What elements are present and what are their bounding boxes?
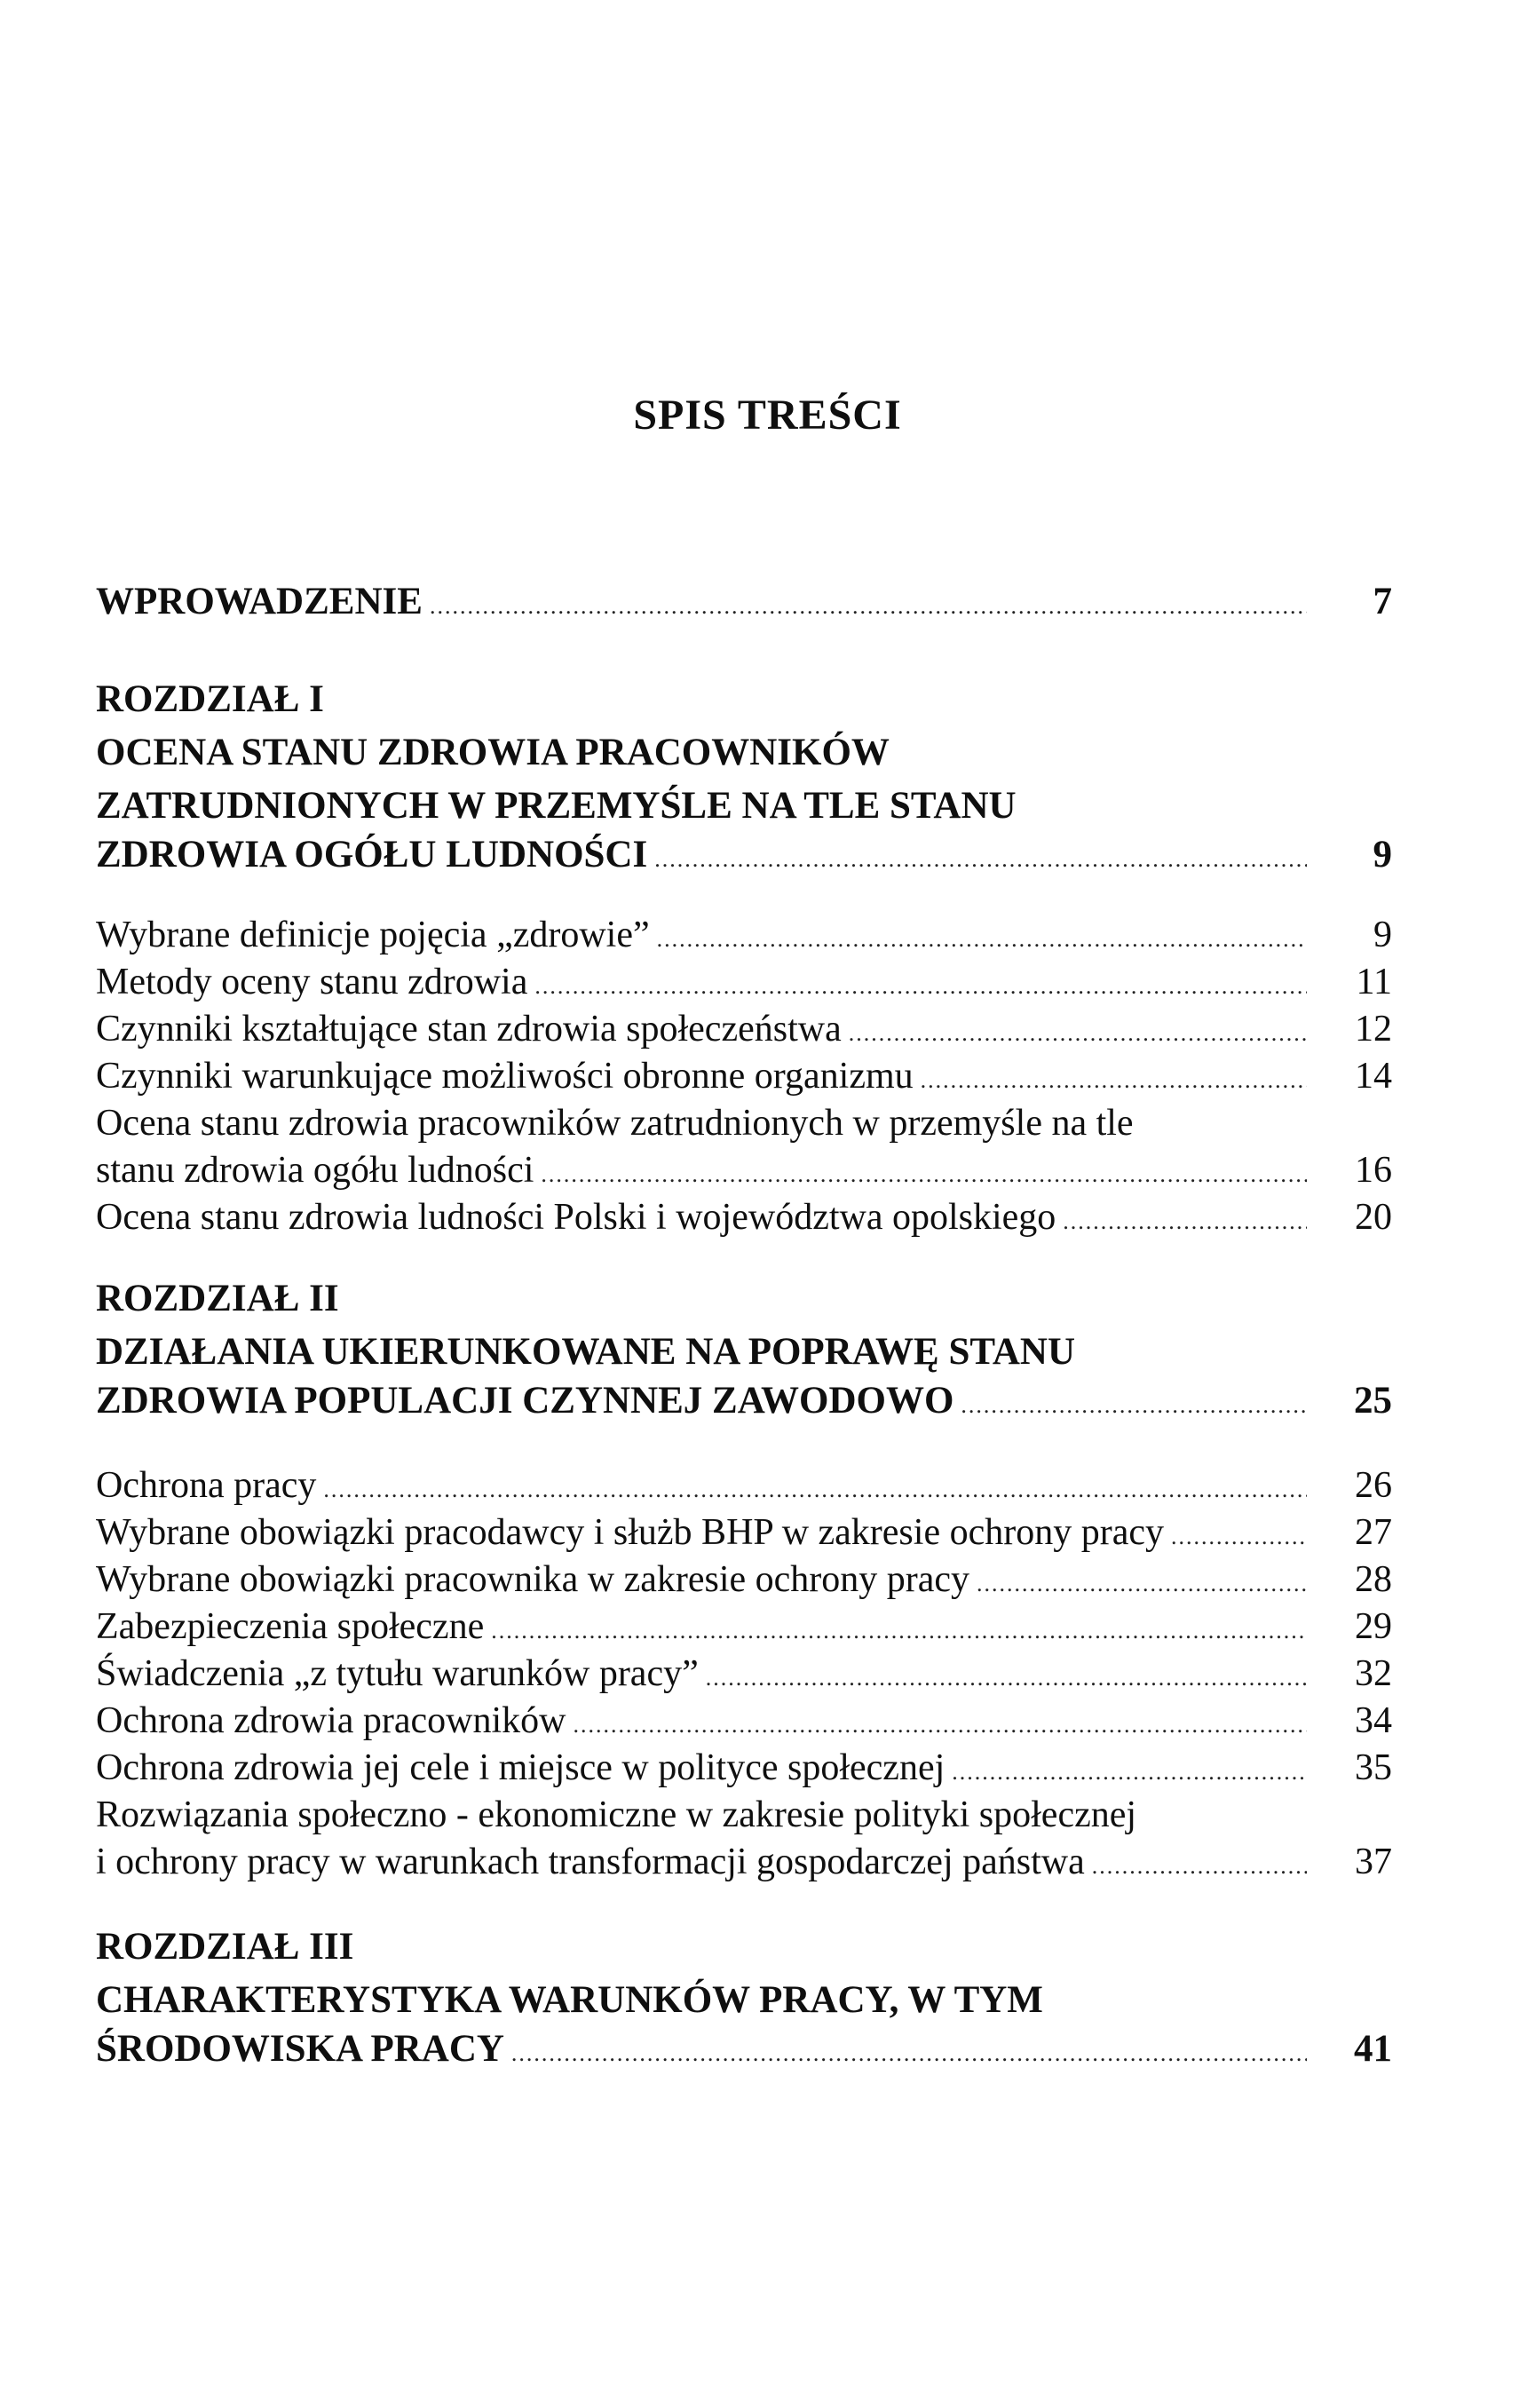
chapter-3-title-line: CHARAKTERYSTYKA WARUNKÓW PRACY, W TYM	[96, 1979, 1043, 2021]
toc-entry-continued[interactable]: Rozwiązania społeczno - ekonomiczne w zakresie polityki społecznej	[96, 1794, 1137, 1835]
toc-entry[interactable]: Ochrona pracy ..... 26	[96, 1461, 1392, 1510]
leader-dots	[1092, 1842, 1307, 1891]
toc-intro[interactable]	[96, 577, 1392, 627]
toc-entry[interactable]: stanu zdrowia ogółu ludności ..... 16	[96, 1145, 1392, 1195]
leader-dots	[1063, 1197, 1307, 1247]
chapter-1-page: 9	[1373, 834, 1392, 875]
toc-entry-continued[interactable]: Ocena stanu zdrowia pracowników zatrudnionych w przemyśle na tle	[96, 1103, 1134, 1144]
chapter-3-heading: ROZDZIAŁ III	[96, 1926, 354, 1968]
toc-entry[interactable]: Ocena stanu zdrowia ludności Polski i województwa opolskiego ..... 20	[96, 1192, 1392, 1242]
chapter-2-title-line: DZIAŁANIA UKIERUNKOWANE NA POPRAWĘ STANU	[96, 1331, 1076, 1373]
chapter-1-heading: ROZDZIAŁ I	[96, 678, 324, 720]
toc-entry[interactable]: Czynniki warunkujące możliwości obronne organizmu ..... 14	[96, 1051, 1392, 1101]
toc-entry[interactable]: Świadczenia „z tytułu warunków pracy” ..... 32	[96, 1649, 1392, 1699]
toc-intro-page: 7	[1373, 581, 1392, 622]
toc-entry[interactable]: Ochrona zdrowia pracowników ..... 34	[96, 1696, 1392, 1746]
toc-intro-label: WPROWADZENIE	[96, 581, 423, 622]
toc-entry[interactable]: Czynniki kształtujące stan zdrowia społeczeństwa ..... 12	[96, 1004, 1392, 1054]
chapter-1-title-line: ZATRUDNIONYCH W PRZEMYŚLE NA TLE STANU	[96, 785, 1017, 827]
toc-entry[interactable]: Wybrane obowiązki pracodawcy i służb BHP w zakresie ochrony pracy ..... 27	[96, 1508, 1392, 1557]
chapter-2-heading: ROZDZIAŁ II	[96, 1278, 339, 1319]
toc-entry[interactable]: Wybrane obowiązki pracownika w zakresie ochrony pracy ..... 28	[96, 1555, 1392, 1604]
chapter-3-title-entry[interactable]: ŚRODOWISKA PRACY ..... 41	[96, 2024, 1392, 2074]
leader-dots	[654, 835, 1307, 884]
toc-entry[interactable]: i ochrony pracy w warunkach transformacji gospodarczej państwa ..... 37	[96, 1837, 1392, 1887]
toc-entry[interactable]: Ochrona zdrowia jej cele i miejsce w polityce społecznej ..... 35	[96, 1743, 1392, 1793]
leader-dots	[961, 1381, 1307, 1430]
chapter-2-page: 25	[1354, 1380, 1392, 1422]
chapter-2-title-entry[interactable]: ZDROWIA POPULACJI CZYNNEJ ZAWODOWO ..... 25	[96, 1376, 1392, 1426]
leader-dots	[511, 2029, 1307, 2079]
toc-entry[interactable]: Zabezpieczenia społeczne ..... 29	[96, 1602, 1392, 1652]
chapter-1-title-entry[interactable]: ZDROWIA OGÓŁU LUDNOŚCI ..... 9	[96, 830, 1392, 880]
chapter-1-title-line: OCENA STANU ZDROWIA PRACOWNIKÓW	[96, 732, 890, 773]
page-title: SPIS TREŚCI	[633, 392, 902, 439]
chapter-3-page: 41	[1354, 2028, 1392, 2070]
toc-entry[interactable]: Wybrane definicje pojęcia „zdrowie” ..... 9	[96, 910, 1392, 960]
leader-dots	[430, 582, 1307, 631]
toc-entry[interactable]: Metody oceny stanu zdrowia ..... 11	[96, 957, 1392, 1007]
